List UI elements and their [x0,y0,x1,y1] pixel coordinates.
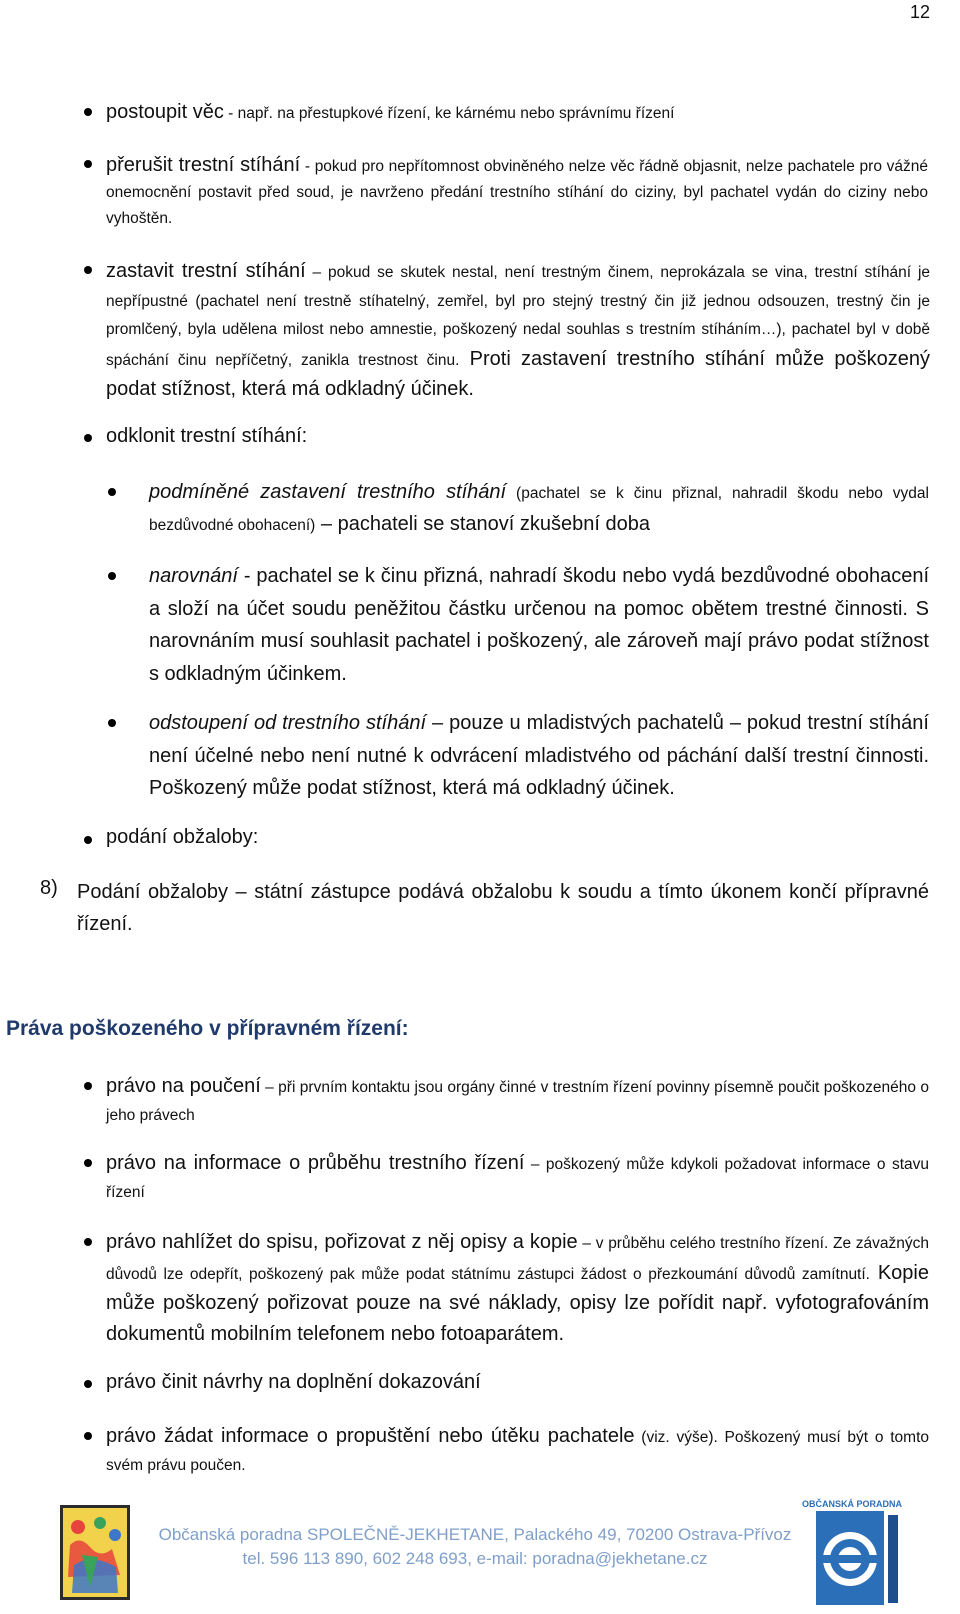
item-tail: Kopie může poškozený pořizovat pouze na své náklady, opisy lze pořídit např. vyfotografováním dokumentů mobilním telefonem nebo fotoaparátem. [106,1261,929,1345]
bullet [84,1380,92,1388]
right-item [106,1149,929,1207]
bullet [108,719,116,727]
item-text: – poškozený může kdykoli požadovat informace o stavu řízení [106,1156,929,1201]
item-title: postoupit věc [106,101,224,123]
item-title: právo žádat informace o propuštění nebo útěku pachatele [106,1425,635,1447]
item-text: – pokud se skutek nestal, není trestným činem, neprokázala se vina, trestní stíhání je nepřípustné (pachatel není trestně stíhatelný, zemřel, byl pro stejný trestný čin již jednou odsouzen, trestný čin je promlčený, byla udělena milost nebo amnestie, poškozený nedal souhlas s trestním stíháním…), pachatel byl v době spáchání činu nepříčetný, zanikla trestnost činu. [106,264,931,369]
item-tail: Proti zastavení trestního stíhání může poškozený podat stížnost, která má odkladný účinek. [106,347,930,400]
item-title: přerušit trestní stíhání [106,154,301,176]
right-item [106,1228,929,1350]
item-text: - pokud pro nepřítomnost obviněného nelze věc řádně objasnit, nelze pachatele pro vážné onemocnění postavit před soud, je navrženo předání trestního stíhání do ciziny, byl pachatel vydán do ciziny nebo vyhoštěn. [106,158,928,227]
bullet [84,108,92,116]
item-title: odstoupení od trestního stíhání [149,712,427,734]
right-item [106,1072,929,1130]
item-title: odklonit trestní stíhání: [106,425,308,447]
item-postoupit [106,99,936,127]
item-title: právo na poučení [106,1075,261,1097]
bullet [84,434,92,442]
bullet [84,1082,92,1090]
item-text: – v průběhu celého trestního řízení. Ze závažných důvodů lze odepřít, poškozený pak může podat státnímu zástupci žádost o přezkoumání důvodů zamítnutí. [106,1235,929,1283]
right-item [106,1371,481,1394]
item-odstoupeni [149,708,929,806]
section-heading: Práva poškozeného v přípravném řízení: [6,1017,409,1040]
item-text: – při prvním kontaktu jsou orgány činné v trestním řízení povinny písemně poučit poškozeného o jeho právech [106,1079,929,1124]
item-title: podání obžaloby: [106,826,259,848]
bullet [84,160,92,168]
item-narovnani [149,561,929,691]
item-prerusit [106,152,928,232]
item-podani [106,826,258,849]
bullet [84,1159,92,1167]
item-title: právo činit návrhy na doplnění dokazování [106,1371,481,1393]
bullet [108,488,116,496]
item-title: právo nahlížet do spisu, pořizovat z něj opisy a kopie [106,1231,578,1253]
item-text: (pachatel se k činu přiznal, nahradil škodu nebo vydal bezdůvodné obohacení) [149,485,929,534]
item-title: zastavit trestní stíhání [106,260,306,282]
bullet [84,1238,92,1246]
footer-line: tel. 596 113 890, 602 248 693, e-mail: poradna@jekhetane.cz [242,1549,708,1568]
list-number: 8) [40,877,58,899]
bullet [108,572,116,580]
item-text: (viz. výše). Poškozený musí být o tomto svém právu poučen. [106,1429,929,1474]
item-title: podmíněné zastavení trestního stíhání [149,481,507,503]
item-text: – pouze u mladistvých pachatelů – pokud trestní stíhání není účelné nebo není nutné k odvrácení mladistvého od páchání další trestní činnosti. Poškozený může podat stížnost, která má odkladný účinek. [149,712,929,799]
item-tail: – pachateli se stanoví zkušební doba [315,513,651,535]
numbered-item-text: Podání obžaloby – státní zástupce podává obžalobu k soudu a tímto úkonem končí přípravné řízení. [77,881,929,935]
logo-label: OBČANSKÁ PORADNA [801,1499,903,1509]
page-number: 12 [909,2,930,22]
footer-address [150,1523,800,1571]
item-text: - pachatel se k činu přizná, nahradí škodu nebo vydá bezdůvodné obohacení a složí na účet soudu peněžitou částku určenou na pomoc obětem trestné činnosti. S narovnáním musí souhlasit pachatel i poškozený, ale zároveň mají právo podat stížnost s odkladným účinkem. [149,565,929,685]
right-item [106,1422,929,1480]
item-odklonit [106,425,307,448]
footer-line: Občanská poradna SPOLEČNĚ-JEKHETANE, Palackého 49, 70200 Ostrava-Přívoz [158,1525,792,1544]
obcanska-poradna-logo [801,1497,903,1609]
item-title: narovnání [149,565,238,587]
item-title: právo na informace o průběhu trestního řízení [106,1152,525,1174]
bullet [84,836,92,844]
item-zastavit [106,257,930,406]
jekhetane-logo [60,1505,130,1600]
bullet [84,1432,92,1440]
bullet [84,266,92,274]
item-text: - např. na přestupkové řízení, ke kárnému nebo správnímu řízení [223,105,675,122]
item-podminene [149,477,929,541]
